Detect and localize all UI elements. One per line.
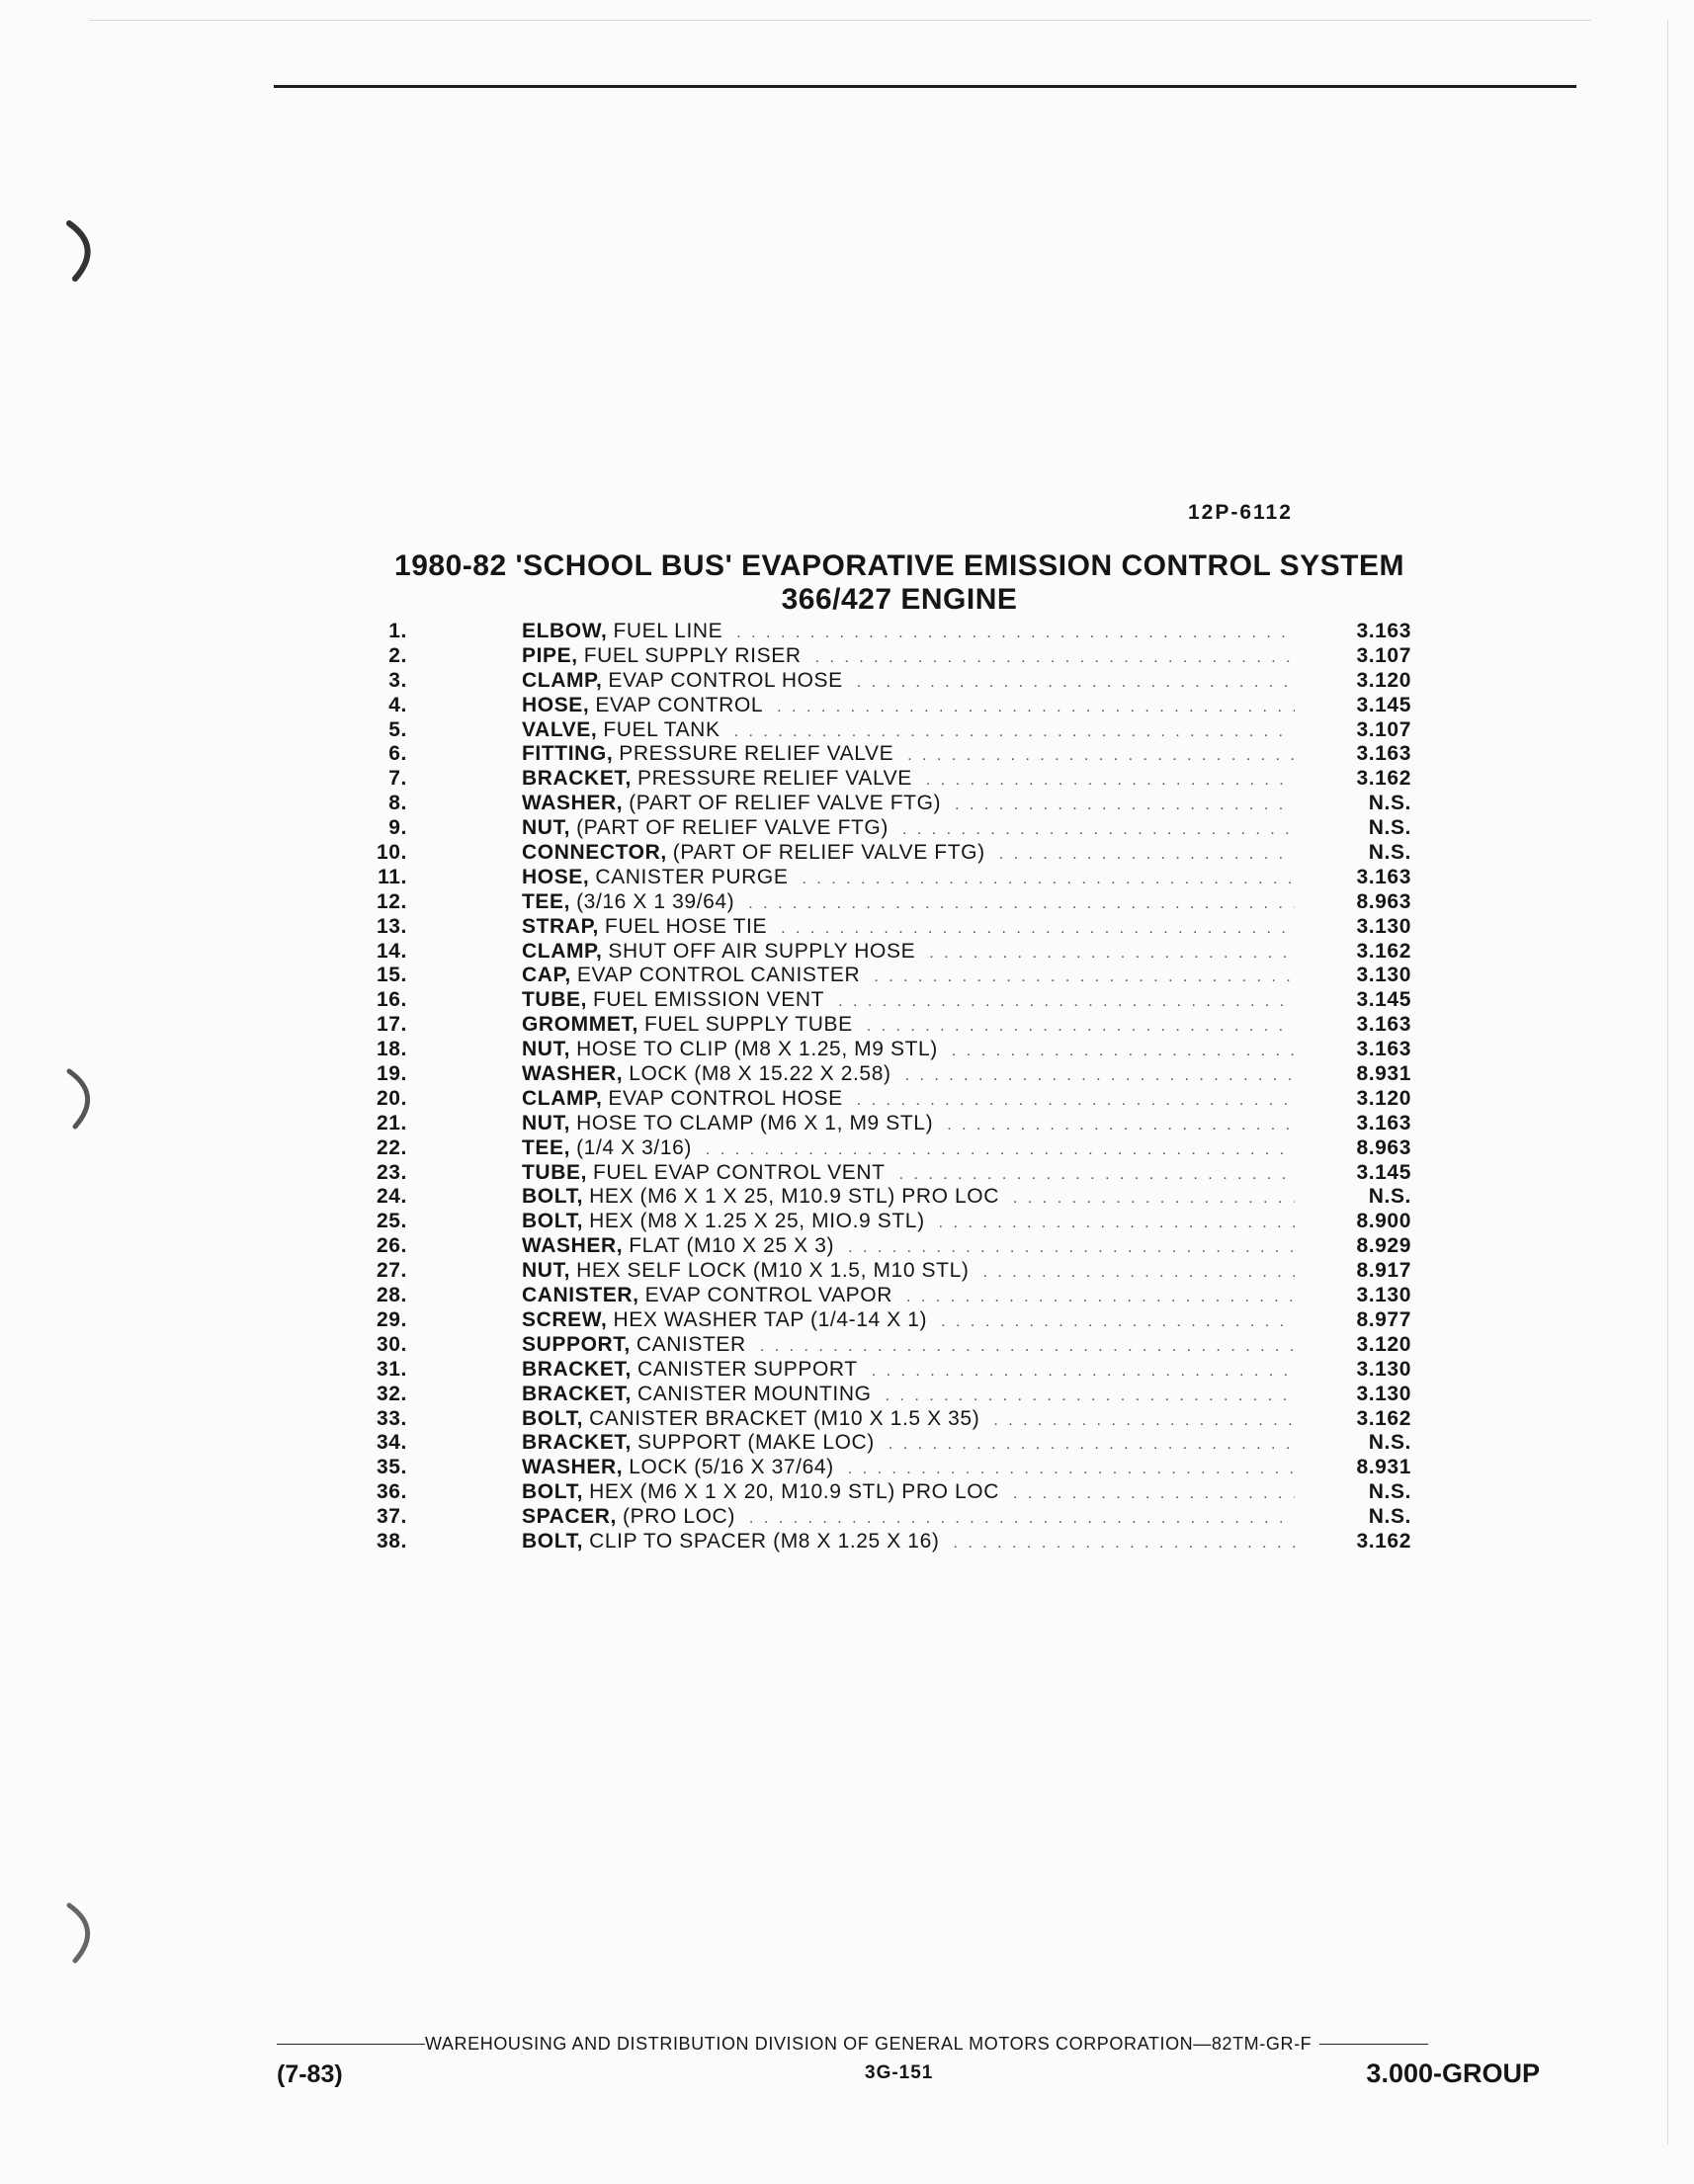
- part-description: [522, 767, 1295, 794]
- part-description: [522, 1038, 1295, 1064]
- part-description: [522, 1308, 1295, 1335]
- part-detail: FUEL LINE: [613, 620, 723, 642]
- part-row: [376, 1087, 1413, 1112]
- part-number: 20.: [377, 1086, 407, 1110]
- part-row: [376, 669, 1413, 694]
- part-group-code: 3.120: [1356, 1086, 1411, 1110]
- part-group-code: 3.130: [1356, 914, 1411, 938]
- part-detail: HOSE TO CLIP (M8 X 1.25, M9 STL): [576, 1038, 938, 1061]
- part-name: BRACKET,: [522, 1382, 632, 1405]
- part-description: [522, 1505, 1295, 1532]
- part-detail: FUEL SUPPLY RISER: [583, 643, 802, 667]
- part-description: [522, 1431, 1295, 1458]
- part-detail: CANISTER: [635, 1332, 746, 1356]
- part-name: CONNECTOR,: [522, 841, 667, 865]
- part-row: [376, 940, 1413, 965]
- part-row: [376, 1431, 1413, 1456]
- part-detail: HEX WASHER TAP (1/4-14 X 1): [613, 1307, 928, 1331]
- leader-dots: [857, 671, 1295, 696]
- part-name: SPACER,: [522, 1505, 617, 1529]
- part-description: [522, 1013, 1295, 1040]
- leader-dots: [857, 1089, 1295, 1114]
- part-detail: PRESSURE RELIEF VALVE: [619, 742, 894, 766]
- leader-dots: [749, 1507, 1295, 1532]
- part-name: SUPPORT,: [522, 1332, 631, 1356]
- part-description: [522, 792, 1295, 818]
- leader-dots: [993, 1409, 1295, 1434]
- part-group-code: 8.917: [1356, 1259, 1411, 1283]
- footer-corporation-text: WAREHOUSING AND DISTRIBUTION DIVISION OF GENERAL MOTORS CORPORATION—82TM-GR-F: [425, 2034, 1313, 2054]
- reference-code: 12P-6112: [1188, 501, 1293, 524]
- part-group-code: 3.163: [1356, 1038, 1411, 1061]
- part-group-code: 3.120: [1356, 1332, 1411, 1356]
- leader-dots: [781, 917, 1295, 942]
- part-row: [376, 1161, 1413, 1186]
- part-name: NUT,: [522, 1038, 571, 1061]
- part-detail: EVAP CONTROL HOSE: [608, 1086, 843, 1110]
- leader-dots: [886, 1385, 1295, 1409]
- part-description: [522, 1530, 1295, 1556]
- leader-dots: [706, 1138, 1295, 1163]
- part-detail: CANISTER BRACKET (M10 X 1.5 X 35): [589, 1406, 980, 1430]
- part-row: [376, 694, 1413, 718]
- leader-dots: [848, 1236, 1295, 1261]
- part-number: 33.: [377, 1406, 407, 1430]
- part-number: 28.: [377, 1284, 407, 1307]
- part-description: [522, 620, 1295, 646]
- part-detail: SHUT OFF AIR SUPPLY HOSE: [608, 939, 916, 963]
- part-number: 18.: [377, 1038, 407, 1061]
- leader-dots: [899, 1163, 1295, 1188]
- leader-dots: [1013, 1482, 1295, 1507]
- part-name: TUBE,: [522, 988, 587, 1012]
- part-group-code: 3.145: [1356, 693, 1411, 716]
- part-row: [376, 1234, 1413, 1259]
- part-name: CLAMP,: [522, 1086, 603, 1110]
- parts-list: [376, 620, 1413, 1554]
- part-name: CLAMP,: [522, 939, 603, 963]
- leader-dots: [867, 1015, 1295, 1040]
- part-group-code: 3.130: [1356, 1382, 1411, 1405]
- part-detail: (PART OF RELIEF VALVE FTG): [672, 841, 985, 865]
- part-number: 27.: [377, 1259, 407, 1283]
- part-description: [522, 964, 1295, 990]
- part-detail: CLIP TO SPACER (M8 X 1.25 X 16): [589, 1529, 940, 1553]
- part-name: TUBE,: [522, 1160, 587, 1184]
- part-number: 3.: [388, 668, 407, 692]
- part-row: [376, 1333, 1413, 1358]
- part-number: 37.: [377, 1505, 407, 1529]
- part-number: 16.: [377, 988, 407, 1012]
- leader-dots: [1013, 1187, 1295, 1212]
- part-detail: SUPPORT (MAKE LOC): [636, 1431, 875, 1455]
- part-group-code: 3.162: [1356, 939, 1411, 963]
- part-group-code: 8.963: [1356, 889, 1411, 913]
- part-detail: FLAT (M10 X 25 X 3): [629, 1234, 835, 1258]
- part-group-code: 8.963: [1356, 1135, 1411, 1159]
- part-group-code: N.S.: [1368, 816, 1411, 840]
- part-group-code: N.S.: [1368, 841, 1411, 865]
- part-name: NUT,: [522, 1259, 571, 1283]
- part-detail: (PART OF RELIEF VALVE FTG): [629, 792, 942, 815]
- part-description: [522, 1383, 1295, 1409]
- part-name: TEE,: [522, 1135, 571, 1159]
- part-description: [522, 841, 1295, 868]
- part-name: BRACKET,: [522, 1357, 632, 1381]
- part-group-code: 3.163: [1356, 865, 1411, 888]
- part-row: [376, 792, 1413, 816]
- footer-date: (7-83): [277, 2060, 343, 2088]
- part-group-code: 3.130: [1356, 1284, 1411, 1307]
- part-name: WASHER,: [522, 792, 624, 815]
- part-group-code: 3.163: [1356, 620, 1411, 642]
- leader-dots: [838, 990, 1295, 1015]
- part-group-code: 3.162: [1356, 767, 1411, 791]
- part-row: [376, 816, 1413, 841]
- part-group-code: 8.931: [1356, 1456, 1411, 1479]
- leader-dots: [926, 769, 1295, 794]
- part-row: [376, 620, 1413, 644]
- part-description: [522, 718, 1295, 745]
- part-row: [376, 1505, 1413, 1530]
- leader-dots: [941, 1310, 1295, 1335]
- leader-dots: [848, 1458, 1295, 1482]
- leader-dots: [905, 1064, 1295, 1089]
- part-number: 10.: [377, 841, 407, 865]
- part-description: [522, 742, 1295, 769]
- part-group-code: 8.977: [1356, 1307, 1411, 1331]
- part-number: 30.: [377, 1332, 407, 1356]
- part-number: 15.: [377, 964, 407, 987]
- part-row: [376, 915, 1413, 940]
- part-number: 22.: [377, 1135, 407, 1159]
- part-name: STRAP,: [522, 914, 599, 938]
- part-description: [522, 1062, 1295, 1089]
- part-detail: FUEL EMISSION VENT: [593, 988, 825, 1012]
- part-description: [522, 694, 1295, 720]
- part-name: FITTING,: [522, 742, 614, 766]
- leader-dots: [947, 1114, 1295, 1138]
- part-detail: FUEL HOSE TIE: [604, 914, 768, 938]
- part-detail: HEX (M6 X 1 X 20, M10.9 STL) PRO LOC: [589, 1480, 1000, 1504]
- leader-dots: [953, 1532, 1295, 1556]
- part-number: 26.: [377, 1234, 407, 1258]
- part-detail: LOCK (M8 X 15.22 X 2.58): [629, 1062, 891, 1086]
- part-number: 34.: [377, 1431, 407, 1455]
- part-row: [376, 890, 1413, 915]
- part-description: [522, 1185, 1295, 1212]
- part-number: 17.: [377, 1013, 407, 1037]
- part-name: NUT,: [522, 816, 571, 840]
- part-name: ELBOW,: [522, 620, 608, 642]
- part-row: [376, 1358, 1413, 1383]
- part-row: [376, 1210, 1413, 1234]
- page-title: 1980-82 'SCHOOL BUS' EVAPORATIVE EMISSION CONTROL SYSTEM: [394, 549, 1404, 582]
- part-group-code: 8.900: [1356, 1210, 1411, 1233]
- part-description: [522, 1136, 1295, 1163]
- leader-dots: [952, 1040, 1295, 1064]
- part-detail: (PART OF RELIEF VALVE FTG): [576, 816, 889, 840]
- part-number: 6.: [388, 742, 407, 766]
- leader-dots: [815, 646, 1295, 671]
- binder-hole-mark: [61, 217, 111, 287]
- part-detail: EVAP CONTROL VAPOR: [644, 1284, 892, 1307]
- part-number: 29.: [377, 1307, 407, 1331]
- footer-rule-right: [1319, 2044, 1428, 2045]
- part-name: BRACKET,: [522, 767, 632, 791]
- leader-dots: [955, 794, 1295, 818]
- part-row: [376, 1185, 1413, 1210]
- part-detail: HEX SELF LOCK (M10 X 1.5, M10 STL): [576, 1259, 970, 1283]
- part-name: WASHER,: [522, 1456, 624, 1479]
- part-description: [522, 1210, 1295, 1236]
- part-number: 21.: [377, 1111, 407, 1134]
- part-name: BRACKET,: [522, 1431, 632, 1455]
- part-row: [376, 964, 1413, 988]
- footer-rule-left: [277, 2044, 425, 2045]
- part-detail: CANISTER SUPPORT: [636, 1357, 858, 1381]
- leader-dots: [902, 818, 1295, 843]
- part-name: BOLT,: [522, 1185, 584, 1209]
- part-number: 9.: [388, 816, 407, 840]
- part-row: [376, 1308, 1413, 1333]
- part-number: 1.: [388, 620, 407, 642]
- part-row: [376, 1112, 1413, 1136]
- part-description: [522, 1358, 1295, 1385]
- part-name: SCREW,: [522, 1307, 608, 1331]
- part-description: [522, 1456, 1295, 1482]
- part-group-code: 3.162: [1356, 1406, 1411, 1430]
- part-detail: HOSE TO CLAMP (M6 X 1, M9 STL): [576, 1111, 934, 1134]
- part-description: [522, 1480, 1295, 1507]
- part-group-code: 3.120: [1356, 668, 1411, 692]
- part-number: 25.: [377, 1210, 407, 1233]
- part-group-code: 3.130: [1356, 964, 1411, 987]
- part-detail: CANISTER MOUNTING: [636, 1382, 872, 1405]
- part-row: [376, 1480, 1413, 1505]
- part-name: VALVE,: [522, 717, 598, 741]
- part-row: [376, 988, 1413, 1013]
- part-detail: HEX (M6 X 1 X 25, M10.9 STL) PRO LOC: [589, 1185, 1000, 1209]
- part-number: 38.: [377, 1529, 407, 1553]
- part-group-code: N.S.: [1368, 792, 1411, 815]
- part-detail: FUEL TANK: [603, 717, 720, 741]
- part-name: NUT,: [522, 1111, 571, 1134]
- leader-dots: [777, 696, 1295, 720]
- part-name: HOSE,: [522, 865, 590, 888]
- part-group-code: 3.145: [1356, 988, 1411, 1012]
- part-description: [522, 669, 1295, 696]
- part-number: 31.: [377, 1357, 407, 1381]
- part-description: [522, 644, 1295, 671]
- part-name: TEE,: [522, 889, 571, 913]
- part-row: [376, 1038, 1413, 1062]
- leader-dots: [939, 1212, 1295, 1236]
- part-name: PIPE,: [522, 643, 578, 667]
- leader-dots: [999, 843, 1295, 868]
- part-row: [376, 841, 1413, 866]
- part-group-code: 3.145: [1356, 1160, 1411, 1184]
- leader-dots: [736, 622, 1295, 646]
- part-row: [376, 1383, 1413, 1407]
- part-description: [522, 940, 1295, 966]
- part-name: WASHER,: [522, 1234, 624, 1258]
- part-detail: EVAP CONTROL HOSE: [608, 668, 843, 692]
- leader-dots: [874, 966, 1295, 990]
- part-detail: EVAP CONTROL: [595, 693, 764, 716]
- part-group-code: N.S.: [1368, 1185, 1411, 1209]
- leader-dots: [734, 720, 1295, 745]
- part-description: [522, 1087, 1295, 1114]
- part-number: 7.: [388, 767, 407, 791]
- part-detail: LOCK (5/16 X 37/64): [629, 1456, 834, 1479]
- part-row: [376, 767, 1413, 792]
- part-detail: (1/4 X 3/16): [576, 1135, 693, 1159]
- part-description: [522, 1284, 1295, 1310]
- part-name: CAP,: [522, 964, 571, 987]
- part-number: 23.: [377, 1160, 407, 1184]
- part-row: [376, 1456, 1413, 1480]
- part-number: 14.: [377, 939, 407, 963]
- part-number: 8.: [388, 792, 407, 815]
- part-group-code: N.S.: [1368, 1505, 1411, 1529]
- part-name: BOLT,: [522, 1529, 584, 1553]
- part-number: 36.: [377, 1480, 407, 1504]
- part-name: CLAMP,: [522, 668, 603, 692]
- part-group-code: 3.107: [1356, 717, 1411, 741]
- part-group-code: 3.163: [1356, 1013, 1411, 1037]
- part-row: [376, 1259, 1413, 1284]
- part-group-code: 3.163: [1356, 1111, 1411, 1134]
- part-number: 11.: [378, 865, 407, 888]
- part-detail: CANISTER PURGE: [595, 865, 789, 888]
- part-number: 32.: [377, 1382, 407, 1405]
- part-group-code: 8.931: [1356, 1062, 1411, 1086]
- scan-edge-right: [1667, 20, 1668, 2144]
- part-number: 5.: [388, 717, 407, 741]
- part-description: [522, 1259, 1295, 1286]
- part-description: [522, 1161, 1295, 1188]
- part-name: BOLT,: [522, 1210, 584, 1233]
- header-rule: [274, 85, 1576, 88]
- part-number: 4.: [388, 693, 407, 716]
- part-detail: (3/16 X 1 39/64): [576, 889, 735, 913]
- leader-dots: [929, 942, 1295, 966]
- part-number: 35.: [377, 1456, 407, 1479]
- part-number: 19.: [377, 1062, 407, 1086]
- leader-dots: [907, 744, 1295, 769]
- leader-dots: [748, 892, 1295, 917]
- part-name: HOSE,: [522, 693, 590, 716]
- part-detail: FUEL EVAP CONTROL VENT: [593, 1160, 886, 1184]
- part-description: [522, 1234, 1295, 1261]
- part-row: [376, 1407, 1413, 1432]
- part-name: BOLT,: [522, 1480, 584, 1504]
- part-group-code: 3.163: [1356, 742, 1411, 766]
- part-row: [376, 718, 1413, 743]
- leader-dots: [906, 1286, 1295, 1310]
- part-detail: (PRO LOC): [623, 1505, 735, 1529]
- part-description: [522, 915, 1295, 942]
- footer-corporation-line: [277, 2034, 1542, 2055]
- part-name: WASHER,: [522, 1062, 624, 1086]
- leader-dots: [872, 1360, 1295, 1385]
- part-row: [376, 866, 1413, 890]
- scan-edge-top: [89, 20, 1591, 21]
- part-group-code: 3.162: [1356, 1529, 1411, 1553]
- part-description: [522, 816, 1295, 843]
- part-description: [522, 866, 1295, 892]
- part-group-code: 3.107: [1356, 643, 1411, 667]
- leader-dots: [889, 1433, 1295, 1458]
- part-row: [376, 1284, 1413, 1308]
- leader-dots: [982, 1261, 1295, 1286]
- part-description: [522, 1333, 1295, 1360]
- part-number: 12.: [377, 889, 407, 913]
- part-description: [522, 1407, 1295, 1434]
- part-group-code: N.S.: [1368, 1431, 1411, 1455]
- part-name: GROMMET,: [522, 1013, 638, 1037]
- part-detail: PRESSURE RELIEF VALVE: [636, 767, 912, 791]
- part-group-code: N.S.: [1368, 1480, 1411, 1504]
- part-description: [522, 988, 1295, 1015]
- part-row: [376, 1136, 1413, 1161]
- part-description: [522, 890, 1295, 917]
- part-detail: EVAP CONTROL CANISTER: [576, 964, 861, 987]
- part-number: 24.: [377, 1185, 407, 1209]
- part-name: CANISTER,: [522, 1284, 639, 1307]
- part-row: [376, 742, 1413, 767]
- part-number: 2.: [388, 643, 407, 667]
- leader-dots: [802, 868, 1295, 892]
- footer-section: 3.000-GROUP: [1366, 2058, 1540, 2088]
- binder-hole-mark: [61, 1899, 111, 1969]
- part-group-code: 8.929: [1356, 1234, 1411, 1258]
- part-row: [376, 644, 1413, 669]
- part-row: [376, 1062, 1413, 1087]
- part-detail: FUEL SUPPLY TUBE: [643, 1013, 853, 1037]
- part-row: [376, 1530, 1413, 1554]
- part-number: 13.: [377, 914, 407, 938]
- part-description: [522, 1112, 1295, 1138]
- part-row: [376, 1013, 1413, 1038]
- part-group-code: 3.130: [1356, 1357, 1411, 1381]
- leader-dots: [760, 1335, 1295, 1360]
- part-detail: HEX (M8 X 1.25 X 25, MIO.9 STL): [589, 1210, 925, 1233]
- page-subtitle: 366/427 ENGINE: [781, 583, 1018, 616]
- binder-hole-mark: [61, 1065, 111, 1134]
- part-name: BOLT,: [522, 1406, 584, 1430]
- footer-page-number: 3G-151: [865, 2062, 934, 2083]
